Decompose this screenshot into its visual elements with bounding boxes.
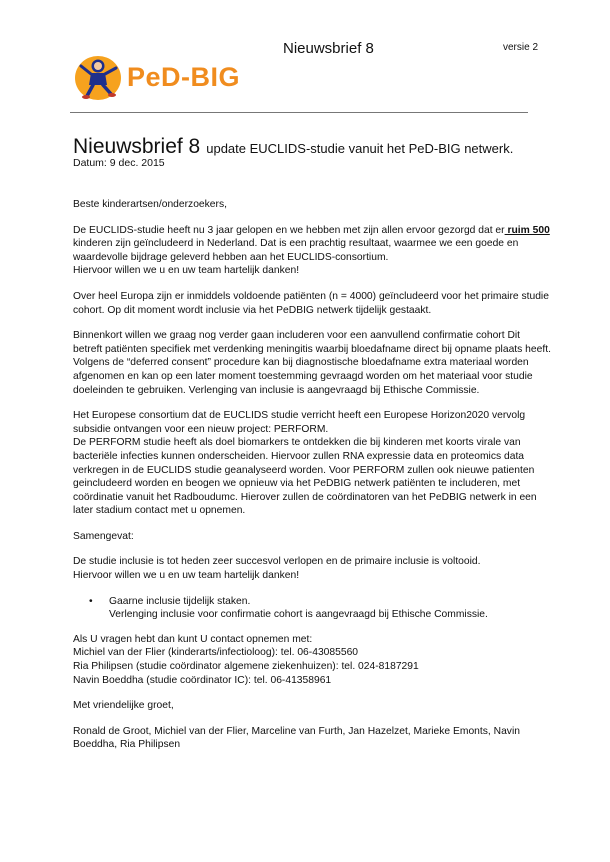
logo-text: PeD-BIG: [127, 62, 241, 92]
contact-item: Navin Boeddha (studie coördinator IC): tel. 06-41358961: [73, 674, 332, 686]
summary-text: [73, 555, 551, 582]
ped-big-logo: [73, 52, 243, 104]
summary-line-1: De studie inclusie is tot heden zeer succesvol verlopen en de primaire inclusie is voltooid.: [73, 556, 481, 568]
p4-text-a: Het Europese consortium dat de EUCLIDS studie verricht heeft een Europese Horizon2020 vervolg subsidie ontvangen voor een nieuw project: PERFORM.: [73, 410, 526, 435]
child-mascot-icon: [73, 52, 125, 102]
bullet-line-2: Verlenging inclusie voor confirmatie cohort is aangevraagd bij Ethische Commissie.: [109, 609, 488, 621]
paragraph-confirmation-cohort: Binnenkort willen we graag nog verder gaan includeren voor een aanvullend confirmatie cohort Dit betreft patiënten specifiek met verdenking meningitis waarbij bloedafname direct bij opname plaats heeft. Volgens de “deferred consent” procedure kan bij diagnostische bloedafname extra materiaal worden afgenomen en kan op een later moment toestemming gevraagd worden om het materiaal voor studie doeleinden te gebruiken. Verlenging van inclusie is aangevraagd bij Ethische Commissie.: [73, 330, 551, 396]
header-title: Nieuwsbrief 8: [283, 40, 374, 57]
bullet-line-1: Gaarne inclusie tijdelijk staken.: [109, 595, 251, 607]
header-divider: [70, 112, 528, 113]
paragraph-perform: [73, 409, 551, 518]
paragraph-inclusion-result: [73, 224, 551, 278]
document-date: Datum: 9 dec. 2015: [73, 157, 165, 169]
bullet-item: [73, 595, 551, 622]
bullet-dot-icon: •: [89, 595, 93, 607]
summary-line-2: Hiervoor willen we u en uw team hartelijk danken!: [73, 570, 300, 582]
signatories: Ronald de Groot, Michiel van der Flier, Marceline van Furth, Jan Hazelzet, Marieke Emonts, Navin Boeddha, Ria Philipsen: [73, 725, 520, 751]
title-sub: update EUCLIDS-studie vanuit het PeD-BIG netwerk.: [206, 141, 514, 156]
p1-text-after: kinderen zijn geïncludeerd in Nederland. Dat is een prachtig resultaat, waarmee we een goede en waardevolle bijdrage geleverd hebben aan het EUCLIDS-consortium.: [73, 238, 519, 263]
summary-label: Samengevat:: [73, 530, 134, 542]
letter-body: [73, 198, 551, 764]
contact-item: Ria Philipsen (studie coördinator algemene ziekenhuizen): tel. 024-8187291: [73, 661, 419, 673]
p1-text: De EUCLIDS-studie heeft nu 3 jaar gelopen en we hebben met zijn allen ervoor gezorgd dat er: [73, 224, 505, 236]
paragraph-europe: Over heel Europa zijn er inmiddels voldoende patiënten (n = 4000) geïncludeerd voor het primaire studie cohort. Op dit moment wordt inclusie via het PeDBIG netwerk tijdelijk gestaakt.: [73, 290, 549, 316]
header-version: versie 2: [503, 42, 539, 53]
closing: Met vriendelijke groet,: [73, 700, 174, 712]
contact-block: [73, 633, 551, 687]
p1-thanks: Hiervoor willen we u en uw team hartelijk danken!: [73, 265, 300, 277]
contact-intro: Als U vragen hebt dan kunt U contact opnemen met:: [73, 633, 313, 645]
p4-text-b: De PERFORM studie heeft als doel biomarkers te ontdekken die bij kinderen met koorts virale van bacteriële infecties kunnen onderscheiden. Hiervoor zullen RNA expressie data en proteomics data verkregen in de EUCLIDS studie geanalyseerd worden. Voor PERFORM zullen ook nieuwe patienten geincludeerd worden en beogen we opnieuw via het PeDBIG netwerk patiënten te includeren, met coördinatie vanuit het Radboudumc. Hierover zullen de coördinatoren van het PeDBIG netwerk in een later stadium contact met u opnemen.: [73, 437, 537, 517]
greeting: Beste kinderartsen/onderzoekers,: [73, 199, 227, 210]
p1-emphasis: ruim 500: [504, 224, 550, 236]
title-main: Nieuwsbrief 8: [73, 135, 201, 158]
page-title: [73, 135, 513, 159]
contact-item: Michiel van der Flier (kinderarts/infectioloog): tel. 06-43085560: [73, 647, 359, 659]
